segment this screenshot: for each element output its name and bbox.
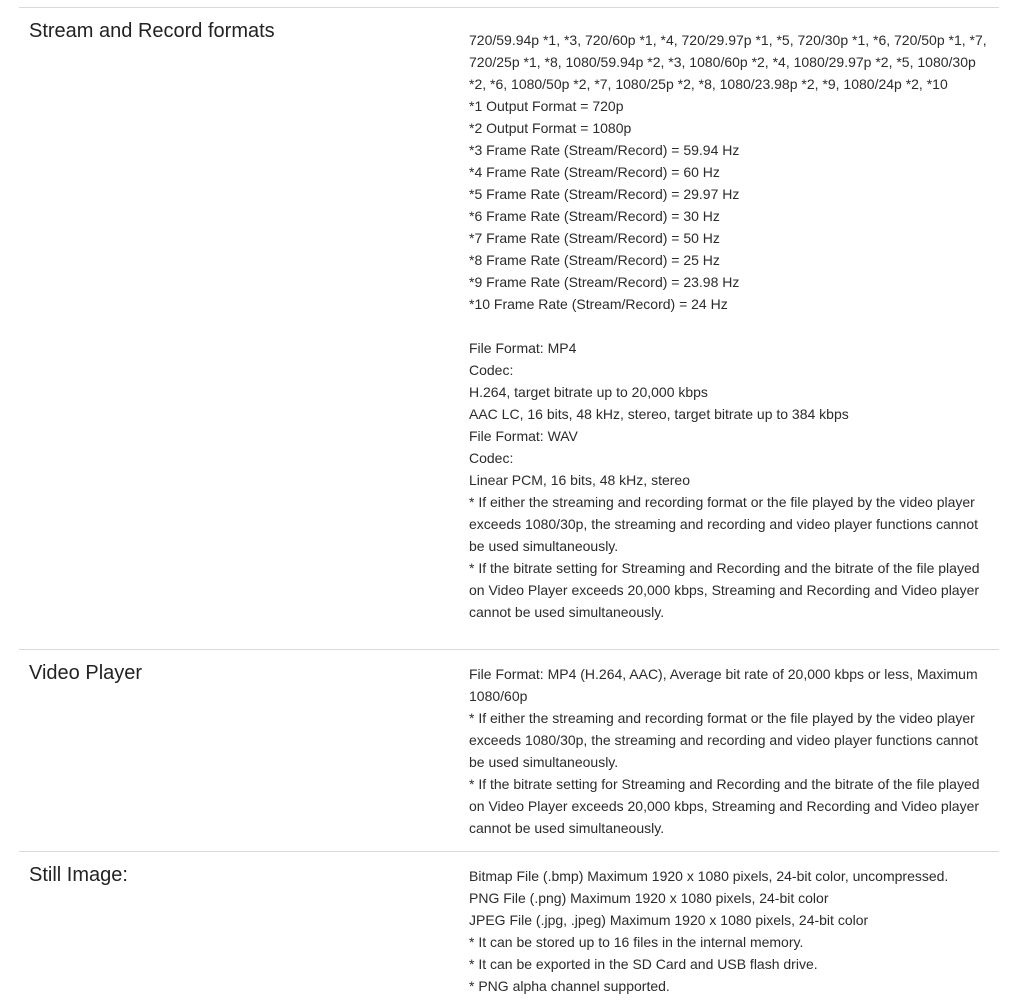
spec-line: File Format: MP4 (H.264, AAC), Average bit rate of 20,000 kbps or less, Maximum 1080/60p xyxy=(469,666,978,704)
spec-line: 720/59.94p *1, *3, 720/60p *1, *4, 720/29.97p *1, *5, 720/30p *1, *6, 720/50p *1, *7, 720/25p *1, *8, 1080/59.94p *2, *3, 1080/60p *2, *4, 1080/29.97p *2, *5, 1080/30p *2, *6, 1080/50p *2, *7, 1080/25p *2, *8, 1080/23.98p *2, *9, 1080/24p *2, *10 xyxy=(469,32,987,92)
blank-line xyxy=(469,315,989,337)
spec-line: *2 Output Format = 1080p xyxy=(469,120,632,136)
spec-value xyxy=(459,852,999,1005)
spec-line: AAC LC, 16 bits, 48 kHz, stereo, target bitrate up to 384 kbps xyxy=(469,406,849,422)
spec-line: H.264, target bitrate up to 20,000 kbps xyxy=(469,384,708,400)
spec-label: Stream and Record formats xyxy=(29,20,275,42)
spec-line: Codec: xyxy=(469,362,514,378)
spec-line: *4 Frame Rate (Stream/Record) = 60 Hz xyxy=(469,164,720,180)
spec-line: *7 Frame Rate (Stream/Record) = 50 Hz xyxy=(469,230,720,246)
spec-label: Still Image: xyxy=(29,864,128,886)
spec-row-still-image xyxy=(19,852,999,1005)
spec-line: *5 Frame Rate (Stream/Record) = 29.97 Hz xyxy=(469,186,740,202)
spec-value xyxy=(459,8,999,649)
spec-note: * If the bitrate setting for Streaming and Recording and the bitrate of the file played on Video Player exceeds 20,000 kbps, Streaming and Recording and Video player cannot be used simultaneously. xyxy=(469,560,980,620)
spec-row-video-player xyxy=(19,650,999,852)
spec-note: * If either the streaming and recording format or the file played by the video player exceeds 1080/30p, the streaming and recording and video player functions cannot be used simultaneously. xyxy=(469,494,979,554)
spec-note: * It can be stored up to 16 files in the internal memory. xyxy=(469,934,804,950)
spec-line: *6 Frame Rate (Stream/Record) = 30 Hz xyxy=(469,208,720,224)
spec-note: * PNG alpha channel supported. xyxy=(469,978,670,994)
spec-line: JPEG File (.jpg, .jpeg) Maximum 1920 x 1080 pixels, 24-bit color xyxy=(469,912,869,928)
top-divider xyxy=(19,0,999,8)
spec-note: * If the bitrate setting for Streaming and Recording and the bitrate of the file played on Video Player exceeds 20,000 kbps, Streaming and Recording and Video player cannot be used simultaneously. xyxy=(469,776,980,836)
spec-line: *10 Frame Rate (Stream/Record) = 24 Hz xyxy=(469,296,728,312)
spec-line: Codec: xyxy=(469,450,514,466)
spec-note: * It can be exported in the SD Card and USB flash drive. xyxy=(469,956,818,972)
spec-line: Linear PCM, 16 bits, 48 kHz, stereo xyxy=(469,472,690,488)
spec-line: Bitmap File (.bmp) Maximum 1920 x 1080 pixels, 24-bit color, uncompressed. xyxy=(469,868,949,884)
spec-line: *8 Frame Rate (Stream/Record) = 25 Hz xyxy=(469,252,720,268)
spec-line: *9 Frame Rate (Stream/Record) = 23.98 Hz xyxy=(469,274,740,290)
spec-line: File Format: MP4 xyxy=(469,340,577,356)
spec-line: *3 Frame Rate (Stream/Record) = 59.94 Hz xyxy=(469,142,740,158)
spec-row-stream-record-formats xyxy=(19,8,999,650)
spec-line: File Format: WAV xyxy=(469,428,578,444)
spec-line: PNG File (.png) Maximum 1920 x 1080 pixels, 24-bit color xyxy=(469,890,829,906)
spec-line: *1 Output Format = 720p xyxy=(469,98,624,114)
spec-note: * If either the streaming and recording format or the file played by the video player exceeds 1080/30p, the streaming and recording and video player functions cannot be used simultaneously. xyxy=(469,710,979,770)
spec-label: Video Player xyxy=(29,662,143,684)
spec-table xyxy=(19,0,999,1005)
spec-value xyxy=(459,650,999,851)
